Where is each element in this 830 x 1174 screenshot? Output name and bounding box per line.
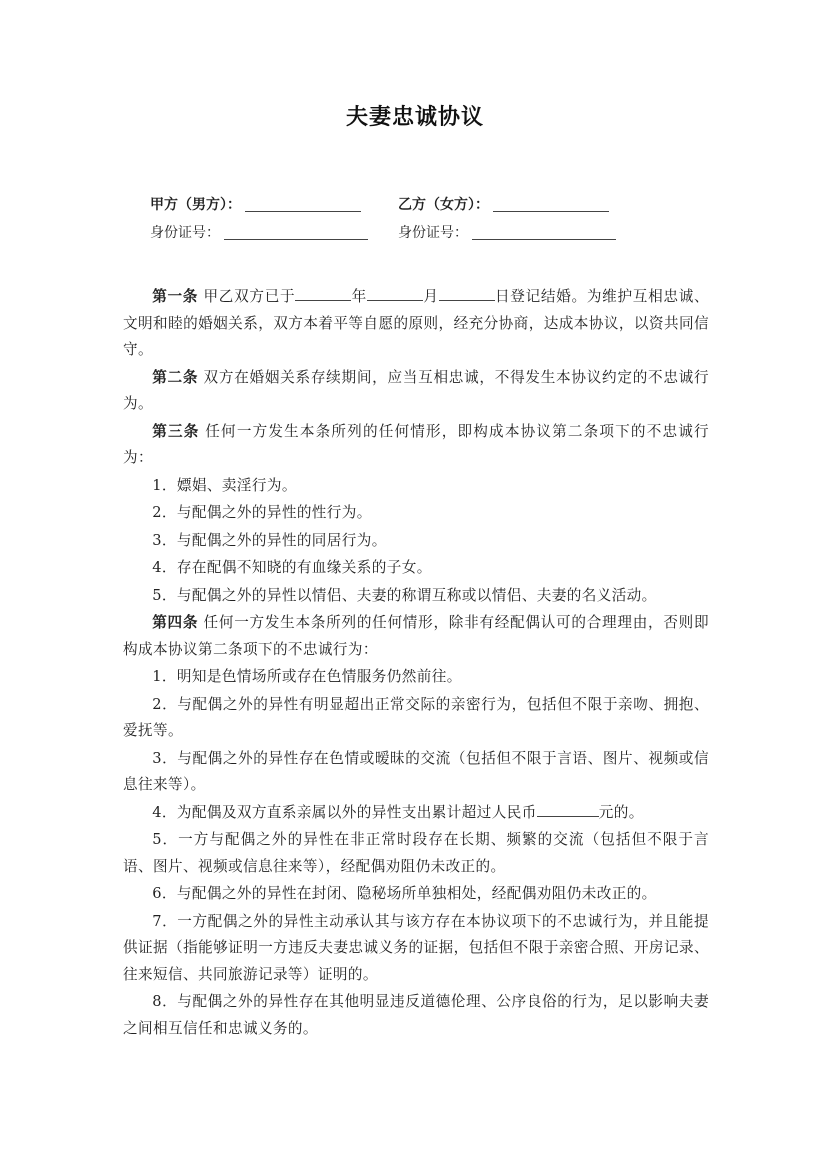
party-b-id-field[interactable] (472, 225, 616, 240)
article-heading: 第二条 (152, 368, 199, 386)
article-heading: 第四条 (152, 614, 199, 631)
list-item: 3．与配偶之外的异性存在色情或暧昧的交流（包括但不限于言语、图片、视频或信息往来等）。 (123, 749, 709, 793)
list-item-text: 4．为配偶及双方直系亲属以外的异性支出累计超过人民币 (152, 803, 537, 821)
party-a-id-field[interactable] (224, 225, 368, 240)
year-label: 年 (351, 288, 367, 305)
year-field[interactable] (295, 286, 351, 301)
amount-field[interactable] (537, 802, 599, 817)
party-b-name-field[interactable] (493, 197, 609, 212)
article-text: 双方在婚姻关系存续期间，应当互相忠诚，不得发生本协议约定的不忠诚行为。 (123, 368, 709, 412)
list-item: 7．一方配偶之外的异性主动承认其与该方存在本协议项下的不忠诚行为，并且能提供证据（指能够证明一方违反夫妻忠诚义务的证据，包括但不限于亲密合照、开房记录、往来短信、共同旅游记录等）证明的。 (123, 912, 709, 983)
party-b-label: 乙方（女方）： (398, 197, 489, 213)
article-text: 任何一方发生本条所列的任何情形，即构成本协议第二条项下的不忠诚行为： (123, 422, 709, 466)
party-a-label: 甲方（男方）： (150, 197, 241, 213)
list-item: 4．存在配偶不知晓的有血缘关系的子女。 (152, 559, 432, 576)
party-a-name-field[interactable] (245, 197, 361, 212)
article-1 (123, 284, 709, 364)
article-2 (123, 365, 709, 418)
article-heading: 第三条 (152, 422, 200, 440)
document-title: 夫妻忠诚协议 (345, 105, 484, 130)
list-item: 5．一方与配偶之外的异性在非正常时段存在长期、频繁的交流（包括但不限于言语、图片、视频或信息往来等），经配偶劝阻仍未改正的。 (123, 831, 709, 875)
article-4 (123, 610, 709, 663)
list-item-suffix: 元的。 (598, 803, 644, 821)
article-text: 甲乙双方已于 (203, 288, 296, 305)
list-item: 3．与配偶之外的异性的同居行为。 (152, 531, 387, 549)
list-item: 2．与配偶之外的异性的性行为。 (152, 504, 372, 521)
list-item: 1．明知是色情场所或存在色情服务仍然前往。 (152, 668, 462, 685)
list-item: 6．与配偶之外的异性在封闭、隐秘场所单独相处，经配偶劝阻仍未改正的。 (152, 885, 657, 902)
month-label: 月 (423, 288, 439, 305)
day-field[interactable] (439, 286, 495, 301)
party-info (150, 190, 646, 246)
list-item: 8．与配偶之外的异性存在其他明显违反道德伦理、公序良俗的行为，足以影响夫妻之间相互信任和忠诚义务的。 (123, 993, 709, 1037)
month-field[interactable] (367, 286, 423, 301)
article-text: 日登记结婚。为维护互相忠诚、文明和睦的婚姻关系，双方本着平等自愿的原则，经充分协商，达成本协议，以资共同信守。 (123, 288, 709, 358)
list-item: 2．与配偶之外的异性有明显超出正常交际的亲密行为，包括但不限于亲吻、拥抱、爱抚等。 (123, 695, 709, 739)
party-b-id-label: 身份证号： (398, 225, 468, 241)
list-item: 1．嫖娼、卖淫行为。 (152, 476, 297, 494)
party-a-id-label: 身份证号： (150, 225, 220, 241)
article-3 (123, 419, 709, 472)
article-text: 任何一方发生本条所列的任何情形，除非有经配偶认可的合理理由，否则即构成本协议第二条项下的不忠诚行为： (123, 614, 709, 658)
list-item (123, 800, 709, 827)
list-item: 5．与配偶之外的异性以情侣、夫妻的称谓互称或以情侣、夫妻的名义活动。 (152, 586, 657, 604)
article-heading: 第一条 (152, 288, 199, 305)
agreement-body (123, 284, 709, 1043)
